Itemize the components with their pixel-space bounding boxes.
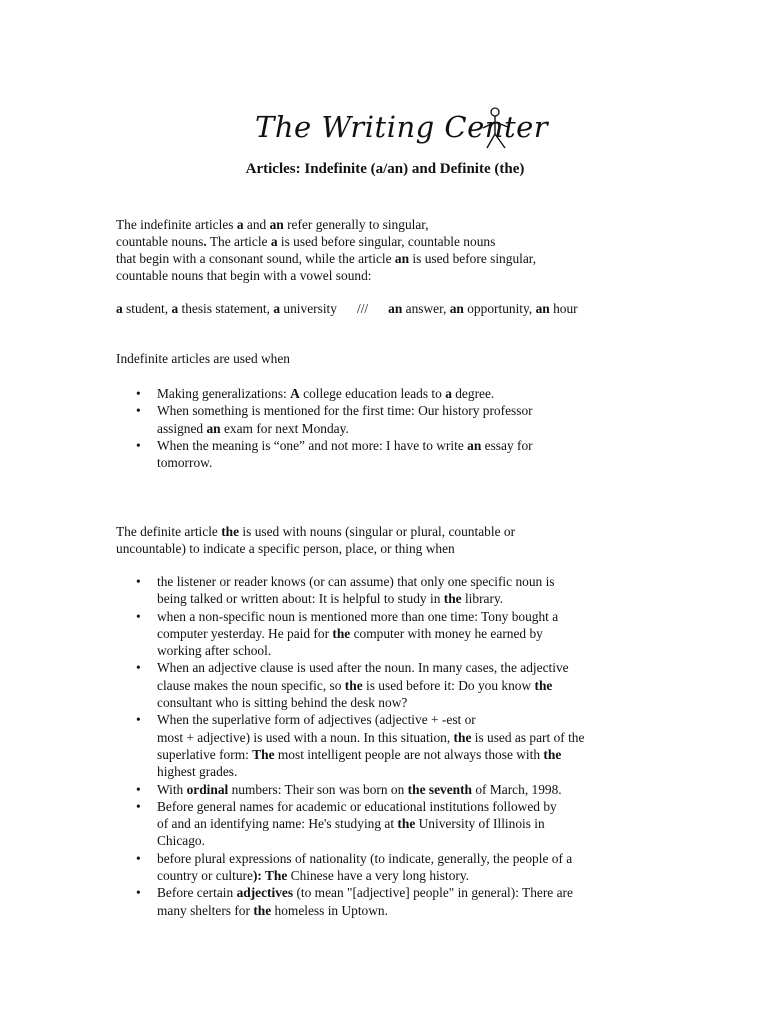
list-item: • When something is mentioned for the first time: Our history professor assigned an exam for next Monday. bbox=[136, 403, 533, 436]
intro-paragraph: The indefinite articles a and an refer generally to singular, countable nouns. The article a is used before singular, countable nouns that begin with a consonant sound, while the article an is used before singular, countable nouns that begin with a vowel sound: bbox=[116, 217, 537, 283]
list-item: • when a non-specific noun is mentioned more than one time: Tony bought a computer yesterday. He paid for the computer with money he earned by working after school. bbox=[136, 608, 559, 659]
list-item: • Making generalizations: A college education leads to a degree. bbox=[136, 386, 495, 401]
definite-uses-list bbox=[116, 573, 584, 919]
list-item: • When the superlative form of adjectives (adjective + -est or most + adjective) is used with a noun. In this situation, the is used as part of the superlative form: The most intelligent people are not always those with the highest grades. bbox=[136, 712, 585, 780]
page-title: Articles: Indefinite (a/an) and Definite (the) bbox=[245, 161, 525, 177]
list-item: • before plural expressions of nationality (to indicate, generally, the people of a country or culture): The Chinese have a very long history. bbox=[136, 850, 573, 884]
list-item: • When the meaning is “one” and not more: I have to write an essay for tomorrow. bbox=[136, 437, 533, 471]
list-item: • When an adjective clause is used after the noun. In many cases, the adjective clause makes the noun specific, so the is used before it: Do you know the consultant who is sitting behind the desk now? bbox=[136, 660, 569, 711]
examples-line: a student, a thesis statement, a university /// an answer, an opportunity, an hour bbox=[116, 301, 578, 316]
list-item: • the listener or reader knows (or can assume) that only one specific noun is being talked or written about: It is helpful to study in the library. bbox=[136, 574, 555, 607]
list-item: • Before certain adjectives (to mean "[adjective] people" in general): There are many shelters for the homeless in Uptown. bbox=[136, 885, 573, 918]
list-item: • Before general names for academic or educational institutions followed by of and an identifying name: He's studying at the University of Illinois in Chicago. bbox=[136, 798, 557, 849]
separator: /// bbox=[356, 301, 369, 316]
indefinite-uses-list bbox=[116, 385, 533, 471]
indefinite-heading: Indefinite articles are used when bbox=[116, 351, 290, 366]
list-item: • With ordinal numbers: Their son was born on the seventh of March, 1998. bbox=[136, 781, 562, 797]
writing-center-logo bbox=[255, 108, 549, 156]
stick-figure-icon bbox=[475, 106, 515, 152]
logo-text: The Writing Center bbox=[255, 110, 549, 144]
definite-intro: The definite article the is used with nouns (singular or plural, countable or uncountable) to indicate a specific person, place, or thing when bbox=[116, 524, 516, 556]
